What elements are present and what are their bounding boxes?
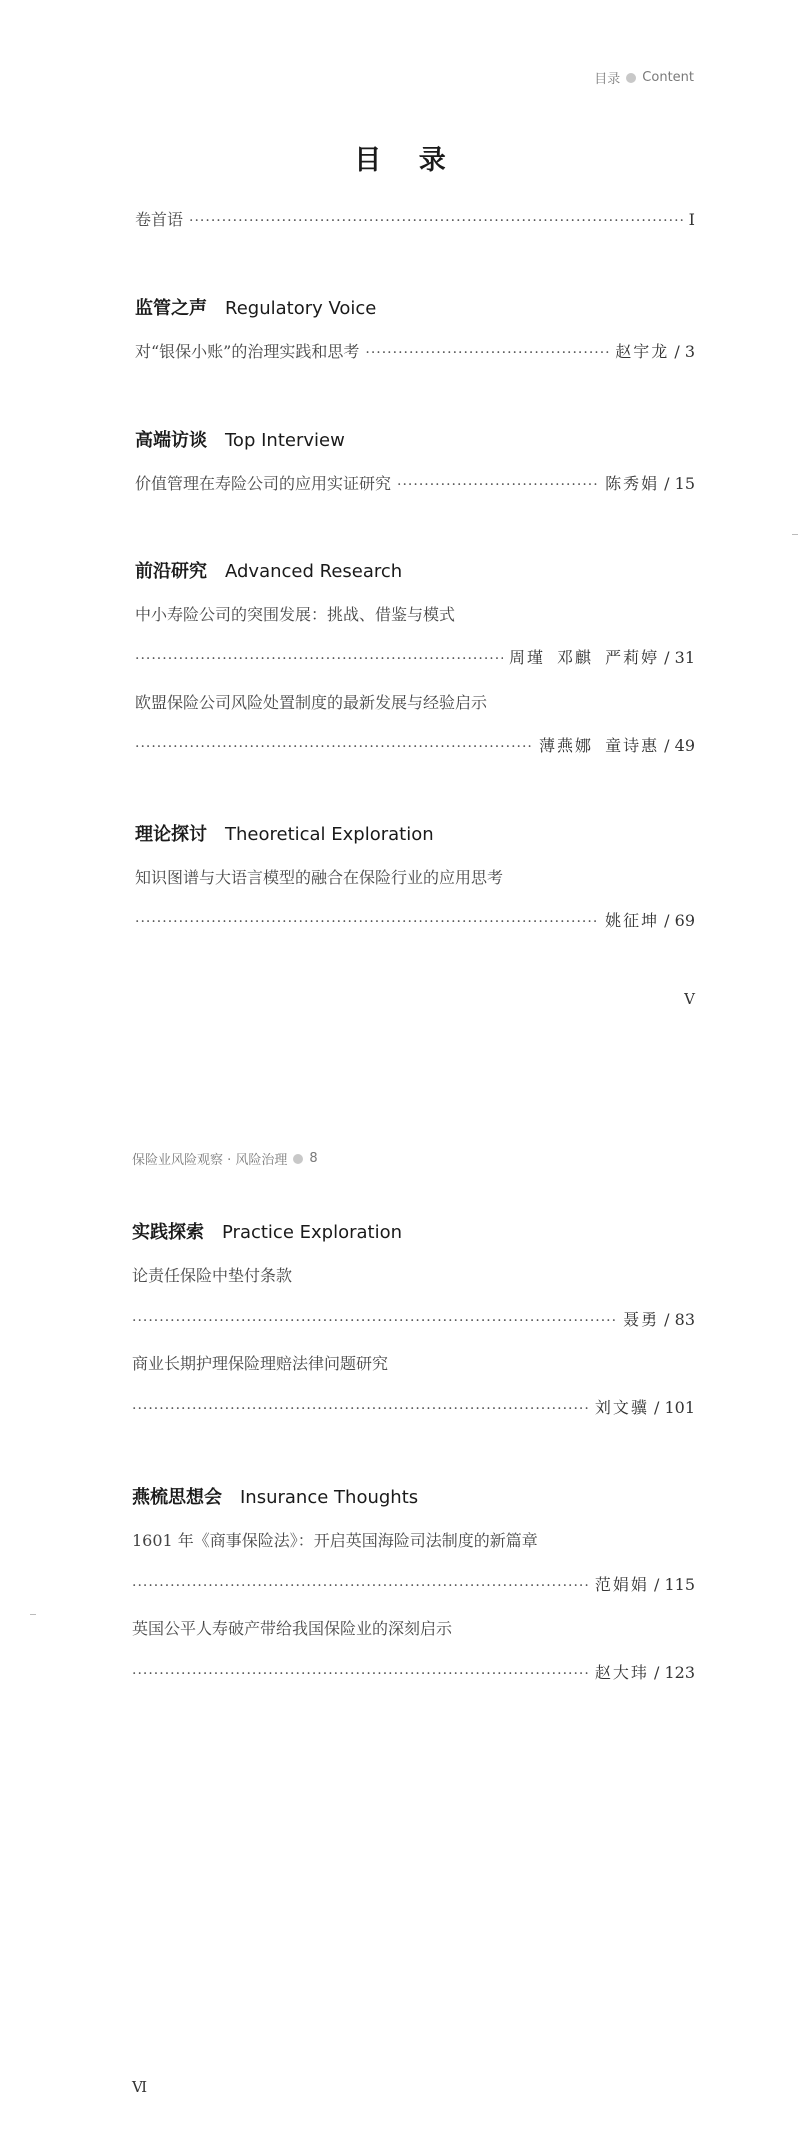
section-title-en: Theoretical Exploration [225, 824, 434, 845]
toc-entry-title-line[interactable] [132, 1351, 695, 1374]
dot-leader [365, 345, 609, 361]
preface-entry[interactable] [135, 207, 695, 230]
section-title-en: Insurance Thoughts [240, 1487, 419, 1508]
toc-entry-leader-line[interactable]: ····· 刘文骥 / 101 [132, 1395, 695, 1418]
section-title-cn: 前沿研究 [135, 561, 207, 582]
entry-page: 69 [674, 911, 695, 930]
toc-entry-title-line[interactable] [135, 602, 695, 625]
toc-entry-title-line[interactable] [132, 1616, 695, 1639]
bullet-dot-icon [293, 1154, 303, 1164]
entry-page: 115 [664, 1575, 695, 1594]
section-title-en: Advanced Research [225, 561, 403, 582]
dot-leader [132, 1313, 617, 1329]
dot-leader [397, 477, 599, 493]
entry-title: 论责任保险中垫付条款 [132, 1266, 293, 1285]
dot-leader [135, 739, 533, 755]
entry-title: 知识图谱与大语言模型的融合在保险行业的应用思考 [135, 868, 504, 887]
entry-author: 周瑾 [509, 648, 546, 667]
entry-author: 姚征坤 [605, 911, 660, 930]
running-head [594, 68, 694, 87]
entry-author: 赵大玮 [594, 1663, 649, 1682]
toc-entry-title-line[interactable] [135, 690, 695, 713]
entry-page: 15 [674, 474, 695, 493]
entry-title: 价值管理在寿险公司的应用实证研究 [135, 474, 392, 493]
section-title-en: Practice Exploration [222, 1222, 402, 1243]
section-title-cn: 燕梳思想会 [132, 1487, 222, 1508]
toc-entry[interactable]: 对“银保小账”的治理实践和思考 ····· 赵宇龙 / 3 [135, 339, 695, 362]
entry-author: 严莉婷 [605, 648, 660, 667]
page-number: V [684, 990, 695, 1008]
toc-entry-leader-line[interactable]: ····· 范娟娟 / 115 [132, 1572, 695, 1595]
entry-title: 商业长期护理保险理赔法律问题研究 [132, 1354, 389, 1373]
entry-author: 陈秀娟 [605, 474, 660, 493]
entry-author: 童诗惠 [605, 736, 660, 755]
dot-leader [132, 1666, 589, 1682]
section-heading [135, 557, 695, 583]
section-title-cn: 实践探索 [132, 1222, 204, 1243]
entry-page: 83 [674, 1310, 695, 1329]
dot-leader [135, 914, 599, 930]
entry-author: 赵宇龙 [615, 342, 670, 361]
running-head-right: Content [642, 70, 694, 85]
entry-author: 范娟娟 [594, 1575, 649, 1594]
entry-page: 31 [674, 648, 695, 667]
entry-page: 123 [664, 1663, 695, 1682]
toc-entry-leader-line[interactable]: ····· 薄燕娜 童诗惠 / 49 [135, 733, 695, 756]
section-title-en: Regulatory Voice [225, 298, 377, 319]
entry-author: 聂勇 [623, 1310, 660, 1329]
dot-leader [135, 651, 503, 667]
toc-entry[interactable]: 价值管理在寿险公司的应用实证研究 ····· 陈秀娟 / 15 [135, 471, 695, 494]
margin-mark [30, 1614, 36, 1615]
running-head-left: 目录 [594, 72, 621, 87]
toc-entry-leader-line[interactable]: ····· 周瑾 邓麒 严莉婷 / 31 [135, 645, 695, 668]
dot-leader [132, 1401, 589, 1417]
toc-entry-title-line[interactable] [132, 1528, 695, 1551]
section-heading [132, 1483, 695, 1509]
page-number: Ⅵ [132, 2078, 148, 2096]
running-head-left: 保险业风险观察 · 风险治理 [132, 1153, 288, 1168]
section-title-cn: 监管之声 [135, 298, 207, 319]
section-heading [132, 1218, 695, 1244]
section-heading [135, 820, 695, 846]
bullet-dot-icon [626, 73, 636, 83]
toc-entry-leader-line[interactable]: ····· 姚征坤 / 69 [135, 908, 695, 931]
toc-page-2 [0, 1073, 800, 2146]
running-head [132, 1149, 318, 1168]
entry-title: 中小寿险公司的突围发展：挑战、借鉴与模式 [135, 605, 456, 624]
entry-title: 欧盟保险公司风险处置制度的最新发展与经验启示 [135, 693, 488, 712]
toc-entry-title-line[interactable] [132, 1263, 695, 1286]
entry-page: 49 [674, 736, 695, 755]
entry-title: 英国公平人寿破产带给我国保险业的深刻启示 [132, 1619, 453, 1638]
section-heading [135, 426, 695, 452]
entry-author: 邓麒 [557, 648, 594, 667]
section-title-cn: 高端访谈 [135, 430, 207, 451]
entry-author: 刘文骥 [594, 1398, 649, 1417]
toc-entry-leader-line[interactable]: ····· 聂勇 / 83 [132, 1307, 695, 1330]
page-title: 目 录 [354, 145, 460, 176]
entry-title: 卷首语 [135, 210, 184, 229]
entry-page: 101 [664, 1398, 695, 1417]
entry-title: 1601 年《商事保险法》：开启英国海险司法制度的新篇章 [132, 1531, 538, 1550]
dot-leader [132, 1578, 589, 1594]
section-heading [135, 294, 695, 320]
entry-page: I [688, 210, 695, 229]
running-head-right: 8 [309, 1151, 318, 1166]
toc-entry-leader-line[interactable]: ····· 赵大玮 / 123 [132, 1660, 695, 1683]
margin-mark [792, 534, 798, 535]
dot-leader [189, 213, 683, 229]
entry-author: 薄燕娜 [539, 736, 594, 755]
entry-page: 3 [684, 342, 695, 361]
toc-entry-title-line[interactable] [135, 865, 695, 888]
section-title-en: Top Interview [225, 430, 345, 451]
entry-title: 对“银保小账”的治理实践和思考 [135, 342, 360, 361]
section-title-cn: 理论探讨 [135, 824, 207, 845]
